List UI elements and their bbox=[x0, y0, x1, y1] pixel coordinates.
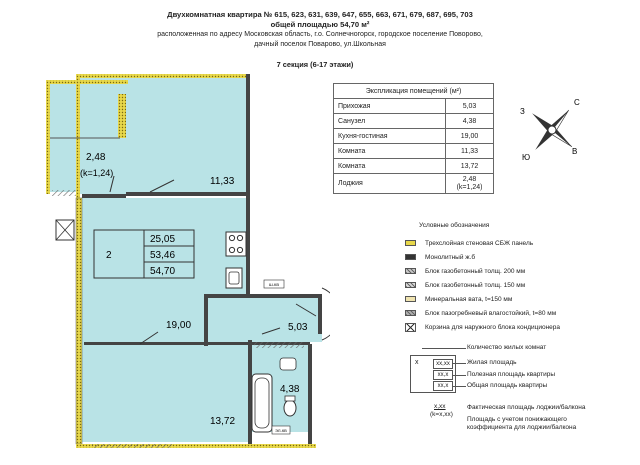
section-title: 7 секция (6-17 этажи) bbox=[276, 60, 354, 69]
explication-table bbox=[333, 83, 494, 194]
table-row bbox=[334, 144, 494, 159]
room-2-floor bbox=[80, 344, 250, 442]
summary-total: 54,70 bbox=[150, 266, 176, 277]
legend-label: Монолитный ж.б bbox=[425, 253, 476, 261]
key-balcony-coef: (k=x,xx) bbox=[430, 411, 453, 418]
room-name: Лоджия bbox=[334, 174, 446, 194]
key-label-living: Жилая площадь bbox=[467, 359, 517, 366]
address-line-1: расположенная по адресу Московская область, г.о. Солнечногорск, городское поселение Поворово, bbox=[157, 31, 483, 38]
legend-label: Минеральная вата, t=150 мм bbox=[425, 295, 513, 303]
key-balcony-label-1: Фактическая площадь лоджии/балкона bbox=[467, 404, 586, 411]
key-cell-useful: xx,x bbox=[433, 370, 453, 380]
room-1-area-label: 11,33 bbox=[210, 176, 235, 187]
room-name: Комната bbox=[334, 159, 446, 174]
room-name: Комната bbox=[334, 144, 446, 159]
document-header bbox=[140, 10, 500, 50]
legend-label: Корзина для наружного блока кондиционера bbox=[425, 323, 561, 331]
table-row bbox=[334, 114, 494, 129]
apartment-area: общей площадью 54,70 м² bbox=[270, 20, 370, 29]
legend-swatch bbox=[405, 268, 416, 274]
key-balcony-value: x,xx bbox=[434, 403, 446, 410]
compass-east: В bbox=[572, 147, 578, 156]
room-name: Прихожая bbox=[334, 99, 446, 114]
legend-title: Условные обозначения bbox=[419, 222, 490, 229]
room-value: 13,72 bbox=[446, 159, 494, 174]
address-line-2: дачный поселок Поварово, ул.Школьная bbox=[254, 41, 386, 48]
room-value: 4,38 bbox=[446, 114, 494, 129]
key-balcony-label-2: Площадь с учетом понижающего bbox=[467, 416, 567, 423]
room-value: 11,33 bbox=[446, 144, 494, 159]
room-value bbox=[446, 174, 494, 194]
tag-el-kv: ЭЛ-КВ bbox=[275, 428, 287, 433]
legend-label: Блок газобетонный толщ. 150 мм bbox=[425, 281, 526, 289]
legend-item bbox=[405, 322, 560, 332]
legend-item bbox=[405, 294, 512, 304]
legend-label: Блок газобетонный толщ. 200 мм bbox=[425, 267, 526, 275]
legend-item bbox=[405, 238, 533, 248]
room-name: Санузел bbox=[334, 114, 446, 129]
kitchen-area-label: 19,00 bbox=[166, 320, 192, 331]
entrance-door bbox=[322, 288, 330, 340]
room-2-area-label: 13,72 bbox=[210, 416, 236, 427]
legend-label: Блок пазогребневый влагостойкий, t=80 мм bbox=[425, 309, 557, 317]
summary-useful: 53,46 bbox=[150, 250, 176, 261]
tag-sh-kv: Ш-КВ bbox=[269, 282, 279, 287]
loggia-value: 2,48 bbox=[462, 175, 477, 183]
loggia-area-label: 2,48 bbox=[86, 152, 106, 163]
table-row bbox=[334, 159, 494, 174]
washbasin bbox=[280, 358, 296, 370]
legend-label: Трехслойная стеновая СБЖ панель bbox=[425, 239, 534, 247]
key-label-total: Общая площадь квартиры bbox=[467, 382, 548, 389]
legend-swatch bbox=[405, 296, 416, 302]
key-balcony-label-3: коэффициента для лоджии/балкона bbox=[467, 424, 577, 431]
legend-swatch bbox=[405, 240, 416, 246]
room-value: 19,00 bbox=[446, 129, 494, 144]
loggia-coef: (k=1,24) bbox=[456, 183, 483, 191]
apartment-title: Двухкомнатная квартира № 615, 623, 631, 639, 647, 655, 663, 671, 679, 687, 695, 703 bbox=[167, 10, 473, 19]
key-x: x bbox=[415, 359, 419, 366]
hallway-floor bbox=[206, 298, 322, 342]
bathroom-area-label: 4,38 bbox=[280, 384, 300, 395]
stove bbox=[226, 232, 246, 256]
floor-plan bbox=[40, 72, 330, 452]
summary-rooms: 2 bbox=[106, 250, 112, 261]
summary-living: 25,05 bbox=[150, 234, 176, 245]
table-row bbox=[334, 174, 494, 194]
kitchen-sink bbox=[226, 268, 242, 288]
loggia-coef-label: (k=1,24) bbox=[80, 168, 114, 178]
hallway-area-label: 5,03 bbox=[288, 322, 308, 333]
compass-north: С bbox=[574, 98, 580, 107]
legend-item bbox=[405, 308, 556, 318]
toilet bbox=[284, 400, 296, 416]
room-name: Кухня-гостиная bbox=[334, 129, 446, 144]
compass-west: З bbox=[520, 107, 525, 116]
compass-south: Ю bbox=[522, 153, 531, 162]
legend-item bbox=[405, 252, 475, 262]
key-cell-living: xx,xx bbox=[433, 359, 453, 369]
legend-swatch bbox=[405, 254, 416, 260]
key-label-rooms: Количество жилых комнат bbox=[467, 344, 547, 351]
explication-title: Экспликация помещений (м²) bbox=[334, 84, 494, 99]
key-cell-total: xx,x bbox=[433, 381, 453, 391]
legend-item bbox=[405, 266, 525, 276]
room-value: 5,03 bbox=[446, 99, 494, 114]
table-row bbox=[334, 129, 494, 144]
legend-swatch bbox=[405, 282, 416, 288]
legend-item bbox=[405, 280, 525, 290]
compass-rose bbox=[512, 90, 592, 170]
key-label-useful: Полезная площадь квартиры bbox=[467, 371, 556, 378]
legend-swatch bbox=[405, 323, 416, 332]
table-row bbox=[334, 99, 494, 114]
legend-swatch bbox=[405, 310, 416, 316]
